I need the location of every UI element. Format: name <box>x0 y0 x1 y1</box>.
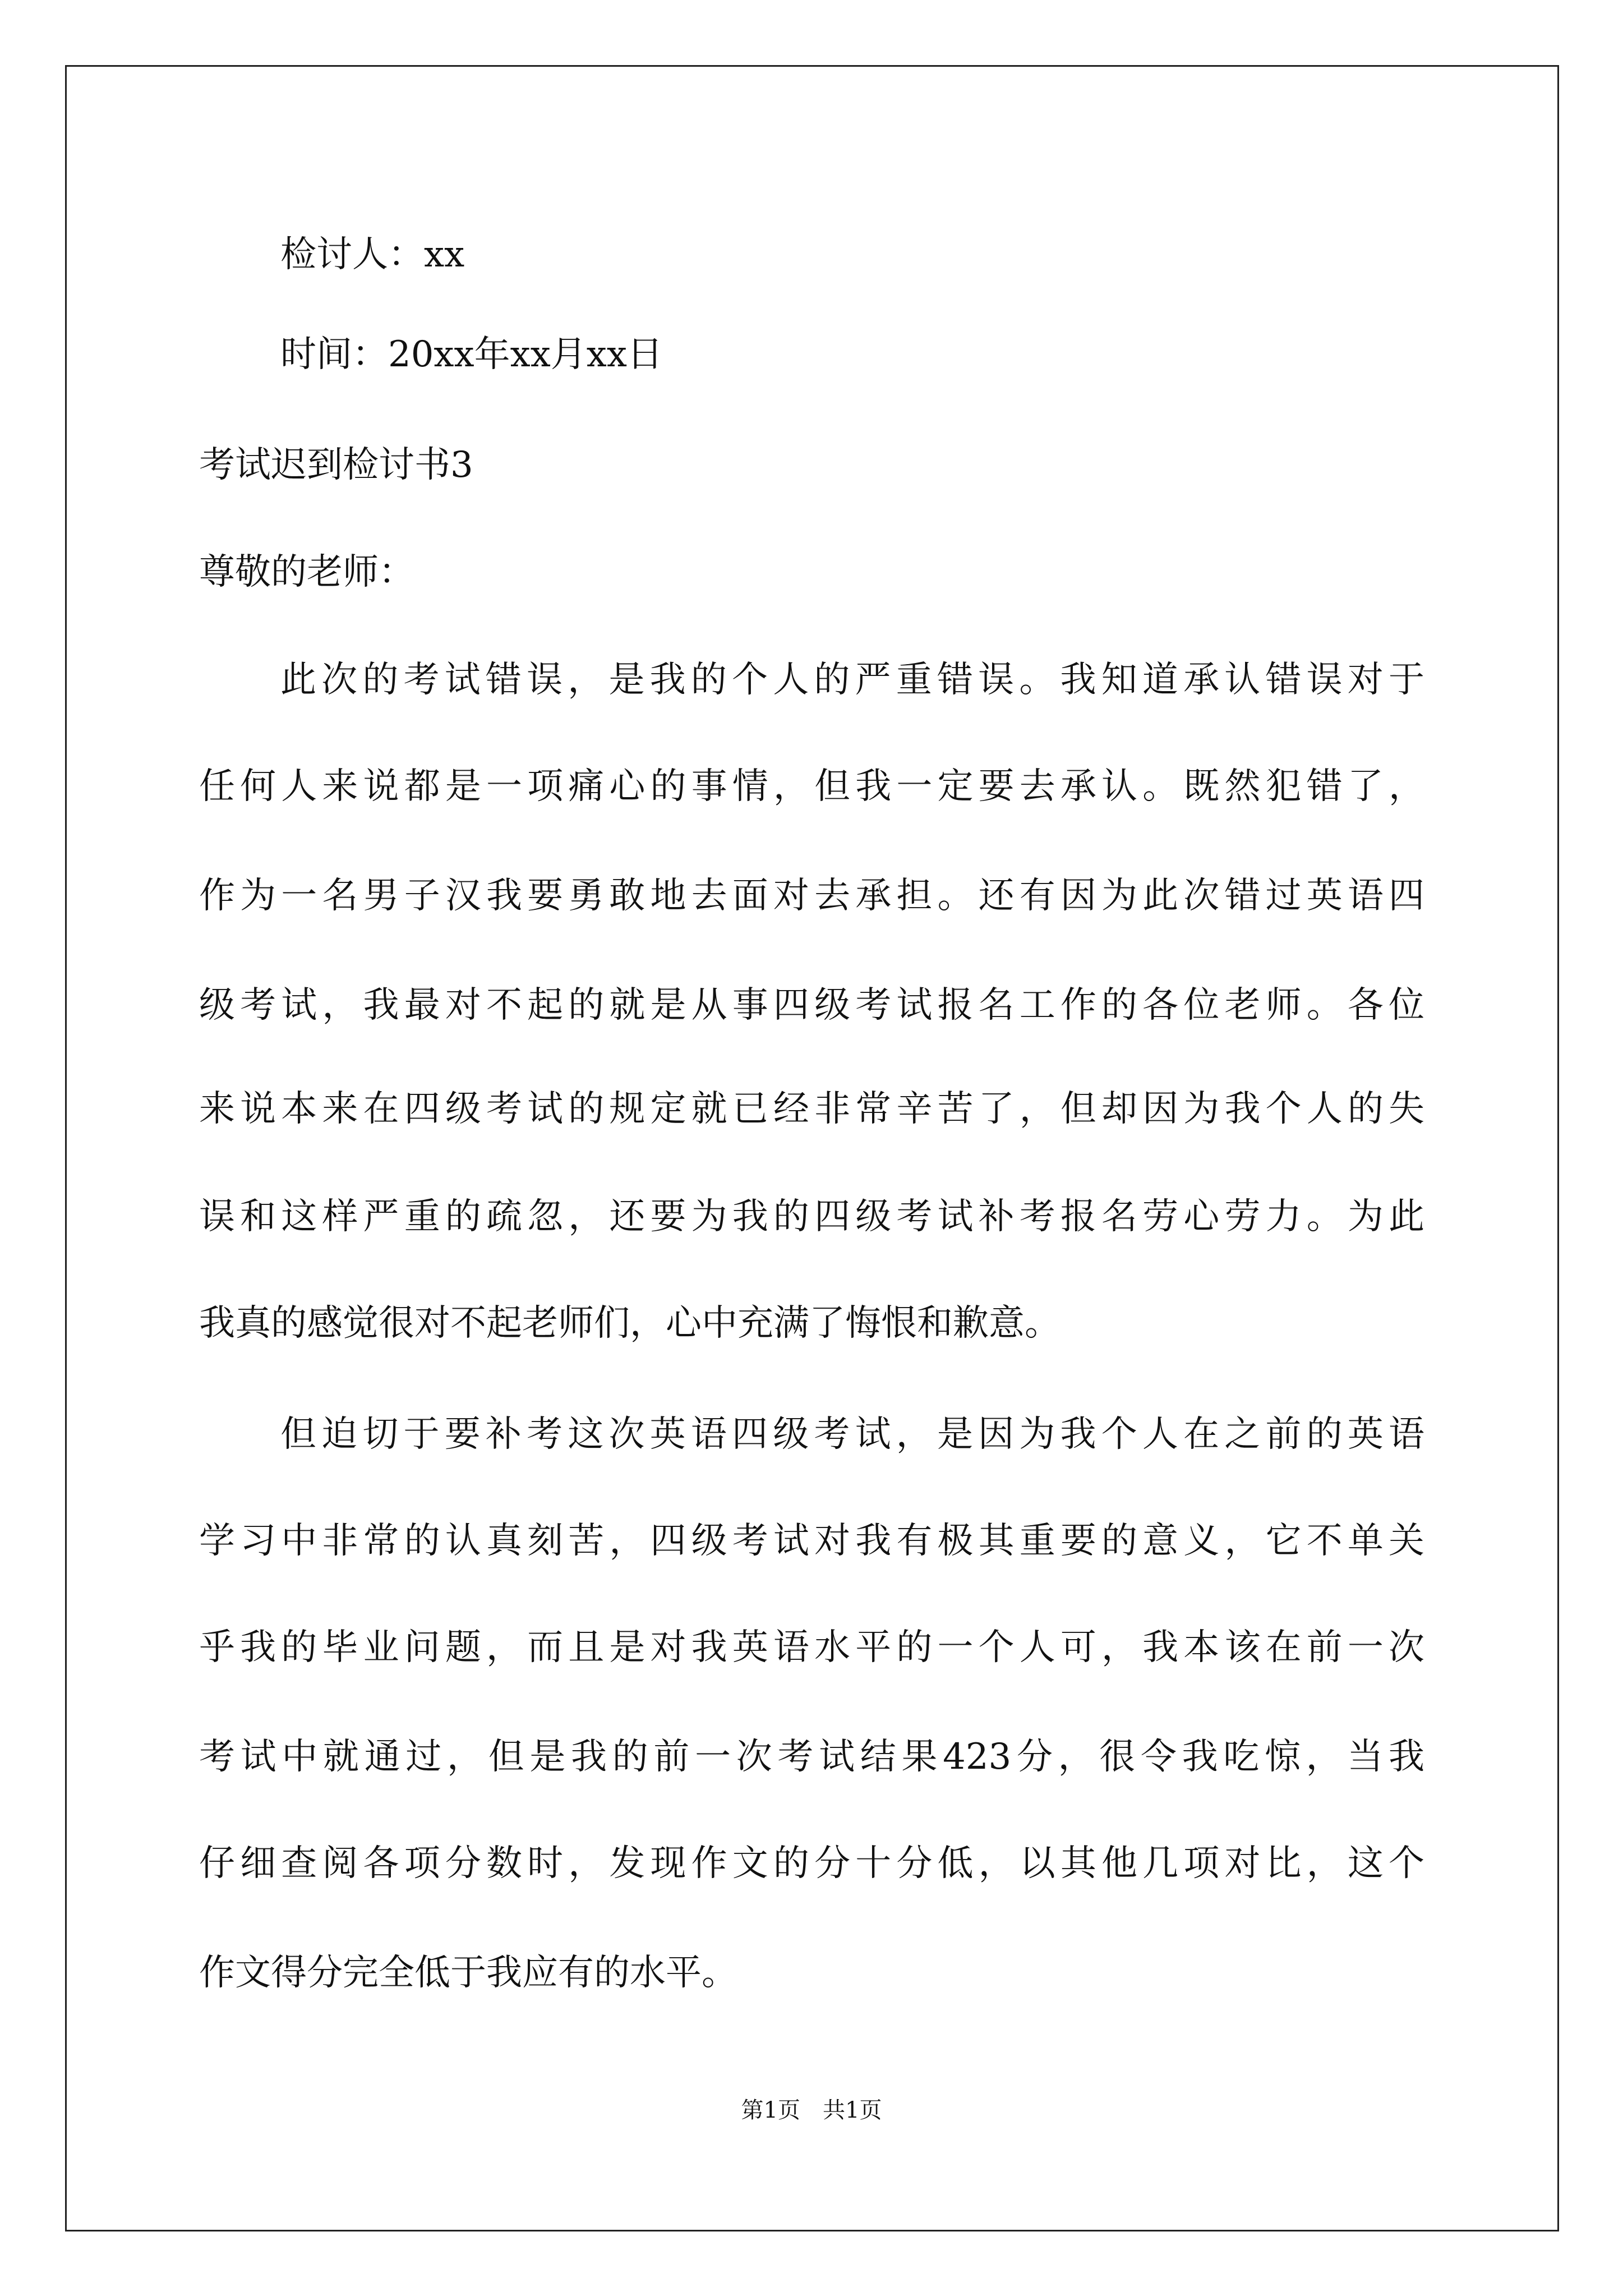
section-title: 考试迟到检讨书3 <box>199 444 473 486</box>
paragraph-line: 但迫切于要补考这次英语四级考试，是因为我个人在之前的英语 <box>280 1414 1424 1455</box>
paragraph-line: 学习中非常的认真刻苦，四级考试对我有极其重要的意义，它不单关 <box>199 1520 1424 1562</box>
salutation: 尊敬的老师： <box>199 551 414 593</box>
page-border <box>65 65 1559 2231</box>
paragraph-line: 级考试，我最对不起的就是从事四级考试报名工作的各位老师。各位 <box>199 984 1424 1026</box>
paragraph-line: 考试中就通过，但是我的前一次考试结果423分，很令我吃惊，当我 <box>199 1736 1424 1778</box>
paragraph-line: 乎我的毕业问题，而且是对我英语水平的一个人可，我本该在前一次 <box>199 1627 1424 1668</box>
reviewer-line: 检讨人：xx <box>280 234 465 275</box>
paragraph-line: 此次的考试错误，是我的个人的严重错误。我知道承认错误对于 <box>280 659 1424 701</box>
paragraph-line: 作为一名男子汉我要勇敢地去面对去承担。还有因为此次错过英语四 <box>199 875 1424 917</box>
date-line: 时间：20xx年xx月xx日 <box>280 334 663 375</box>
paragraph-line: 任何人来说都是一项痛心的事情，但我一定要去承认。既然犯错了， <box>199 766 1424 807</box>
paragraph-line: 作文得分完全低于我应有的水平。 <box>199 1952 737 1994</box>
paragraph-line: 我真的感觉很对不起老师们，心中充满了悔恨和歉意。 <box>199 1303 1061 1344</box>
paragraph-line: 仔细查阅各项分数时，发现作文的分十分低，以其他几项对比，这个 <box>199 1843 1424 1884</box>
paragraph-line: 误和这样严重的疏忽，还要为我的四级考试补考报名劳心劳力。为此 <box>199 1196 1424 1237</box>
paragraph-line: 来说本来在四级考试的规定就已经非常辛苦了，但却因为我个人的失 <box>199 1088 1424 1130</box>
page-footer: 第1页 共1页 <box>741 2097 882 2123</box>
